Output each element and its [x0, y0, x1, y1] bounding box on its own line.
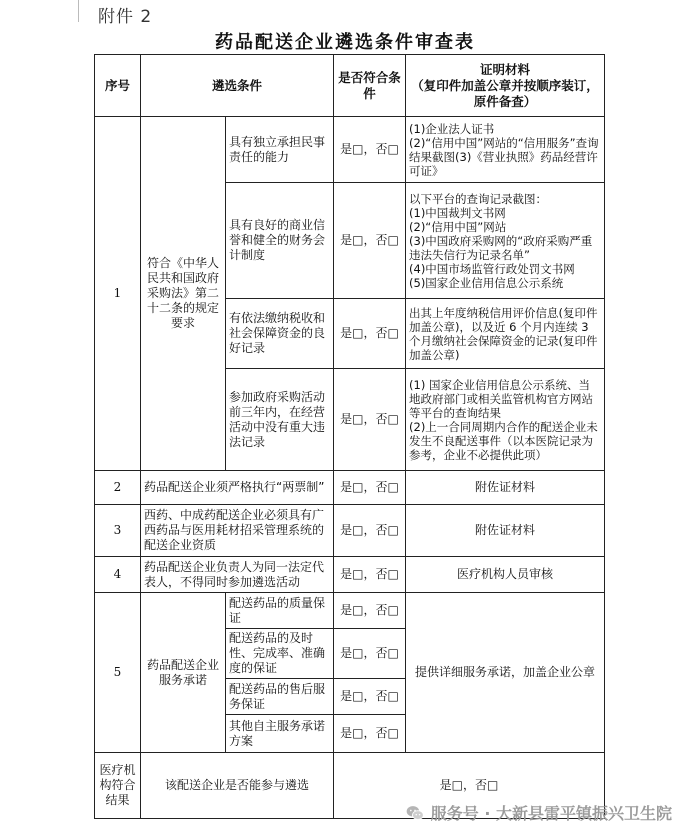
row-5-sub-3-meets[interactable]: 是□，否□: [334, 679, 406, 715]
row-1-sub-1-cond: 具有独立承担民事责任的能力: [226, 117, 334, 183]
row-5-proof: 提供详细服务承诺，加盖企业公章: [406, 593, 605, 753]
row-4-seq: 4: [95, 557, 141, 593]
table-row: [95, 505, 605, 557]
wechat-icon: [405, 803, 425, 823]
row-5-sub-2-cond: 配送药品的及时性、完成率、准确度的保证: [226, 629, 334, 679]
row-5-sub-1-meets[interactable]: 是□，否□: [334, 593, 406, 629]
header-row: [95, 55, 605, 117]
row-5-sub-4-cond: 其他自主服务承诺方案: [226, 715, 334, 753]
row-1-sub-4-cond: 参加政府采购活动前三年内，在经营活动中没有重大违法记录: [226, 369, 334, 471]
row-1-sub-2-meets[interactable]: 是□，否□: [334, 183, 406, 299]
header-proof: 证明材料 （复印件加盖公章并按顺序装订，原件备查）: [406, 55, 605, 117]
row-3-proof: 附佐证材料: [406, 505, 605, 557]
row-1-group: 符合《中华人民共和国政府采购法》第二十二条的规定要求: [141, 117, 226, 471]
table-row: [95, 471, 605, 505]
row-5-sub-2-meets[interactable]: 是□，否□: [334, 629, 406, 679]
final-question: 该配送企业是否能参与遴选: [141, 753, 334, 819]
row-3-cond: 西药、中成药配送企业必须具有广西药品与医用耗材招采管理系统的配送企业资质: [141, 505, 334, 557]
row-5-sub-3-cond: 配送药品的售后服务保证: [226, 679, 334, 715]
row-4-meets[interactable]: 是□，否□: [334, 557, 406, 593]
watermark-text: 服务号 · 大新县雷平镇振兴卫生院: [430, 804, 672, 823]
page-title: 药品配送企业遴选条件审查表: [215, 32, 475, 53]
row-5-seq: 5: [95, 593, 141, 753]
row-1-sub-3-meets[interactable]: 是□，否□: [334, 299, 406, 369]
row-3-meets[interactable]: 是□，否□: [334, 505, 406, 557]
row-3-seq: 3: [95, 505, 141, 557]
row-2-proof: 附佐证材料: [406, 471, 605, 505]
row-1-sub-4-meets[interactable]: 是□，否□: [334, 369, 406, 471]
final-meets[interactable]: 是□，否□: [334, 753, 605, 819]
row-1-sub-4-proof: (1) 国家企业信用信息公示系统、当地政府部门或相关监管机构官方网站等平台的查询结果 (2)上一合同周期内合作的配送企业未发生不良配送事件（以本医院记录为参考，企业不必提供此项）: [406, 369, 605, 471]
row-4-cond: 药品配送企业负责人为同一法定代表人，不得同时参加遴选活动: [141, 557, 334, 593]
row-1-sub-3-proof: 出其上年度纳税信用评价信息(复印件加盖公章)，以及近 6 个月内连续 3 个月缴纳社会保障资金的记录(复印件加盖公章): [406, 299, 605, 369]
row-1-sub-1-proof: (1)企业法人证书 (2)“信用中国”网站的“信用服务”查询结果截图(3)《营业执照》药品经营许可证》: [406, 117, 605, 183]
header-condition: 遴选条件: [141, 55, 334, 117]
row-2-seq: 2: [95, 471, 141, 505]
row-2-meets[interactable]: 是□，否□: [334, 471, 406, 505]
row-1-seq: 1: [95, 117, 141, 471]
scan-edge-line: [78, 0, 79, 22]
table-row: [95, 557, 605, 593]
row-5-group: 药品配送企业服务承诺: [141, 593, 226, 753]
review-table: [94, 54, 605, 819]
header-meets: 是否符合条件: [334, 55, 406, 117]
row-2-cond: 药品配送企业须严格执行“两票制”: [141, 471, 334, 505]
watermark: [405, 801, 672, 824]
final-label: 医疗机构符合结果: [95, 753, 141, 819]
table-row: [95, 593, 605, 629]
annex-label: 附件 2: [98, 7, 153, 27]
header-seq: 序号: [95, 55, 141, 117]
table-row: [95, 117, 605, 183]
row-1-sub-1-meets[interactable]: 是□，否□: [334, 117, 406, 183]
row-5-sub-4-meets[interactable]: 是□，否□: [334, 715, 406, 753]
row-1-sub-2-proof: 以下平台的查询记录截图： (1)中国裁判文书网 (2)“信用中国”网站 (3)中国政府采购网的“政府采购严重违法失信行为记录名单” (4)中国市场监管行政处罚文书网 (5)国家企业信用信息公示系统: [406, 183, 605, 299]
row-1-sub-3-cond: 有依法缴纳税收和社会保障资金的良好记录: [226, 299, 334, 369]
row-1-sub-2-cond: 具有良好的商业信誉和健全的财务会计制度: [226, 183, 334, 299]
row-5-sub-1-cond: 配送药品的质量保证: [226, 593, 334, 629]
row-4-proof: 医疗机构人员审核: [406, 557, 605, 593]
